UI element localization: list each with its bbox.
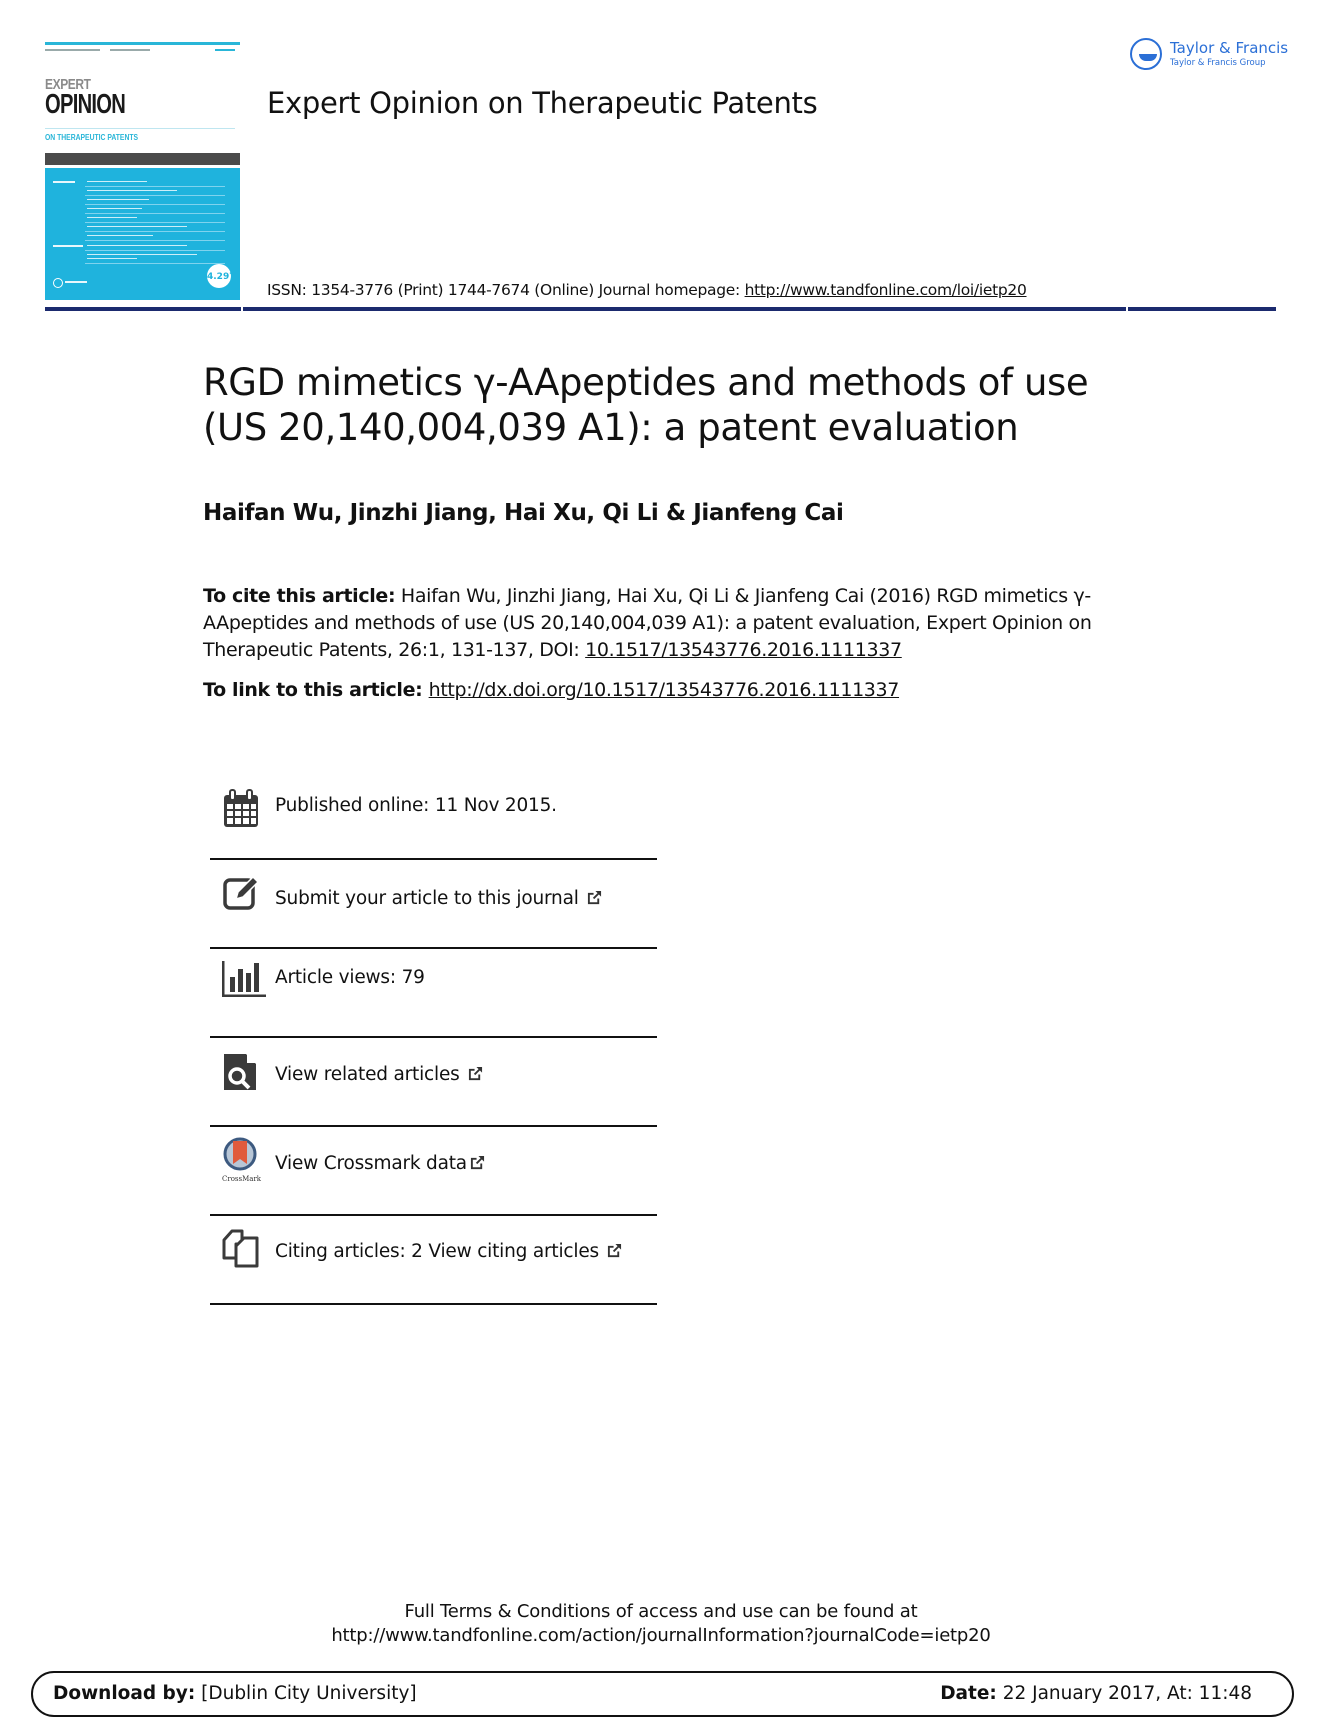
citation-block <box>203 583 1123 664</box>
header-rule <box>45 307 241 311</box>
cover-meta-text <box>45 49 100 51</box>
calendar-icon <box>222 789 262 829</box>
info-label: Citing articles: 2 View citing articles <box>275 1241 599 1262</box>
cover-opinion-word: OPINION <box>45 88 126 119</box>
info-article-views <box>210 949 657 1038</box>
external-link-icon <box>468 1066 483 1081</box>
cover-dark-band <box>45 153 240 165</box>
cover-meta-text <box>110 49 150 51</box>
cover-meta-text <box>215 49 235 51</box>
citing-articles-icon <box>222 1228 262 1268</box>
terms-url[interactable]: http://www.tandfonline.com/action/journalInformation?journalCode=ietp20 <box>331 1625 991 1646</box>
article-authors: Haifan Wu, Jinzhi Jiang, Hai Xu, Qi Li & Jianfeng Cai <box>203 500 844 526</box>
article-doi-link[interactable]: http://dx.doi.org/10.1517/13543776.2016.1111337 <box>428 679 900 701</box>
edit-icon <box>222 872 262 912</box>
article-title <box>203 360 1103 450</box>
issn-line <box>267 281 1027 299</box>
download-by <box>53 1683 417 1704</box>
journal-homepage-link[interactable]: http://www.tandfonline.com/loi/ietp20 <box>744 281 1027 299</box>
taylor-francis-lamp-icon <box>1130 38 1162 70</box>
date-value: 22 January 2017, At: 11:48 <box>996 1683 1252 1704</box>
terms-notice <box>0 1600 1322 1648</box>
cover-subtitle: ON THERAPEUTIC PATENTS <box>45 133 139 142</box>
header-rule <box>1128 307 1276 311</box>
info-related-articles[interactable] <box>210 1038 657 1127</box>
external-link-icon <box>607 1243 622 1258</box>
article-link-line <box>203 679 899 701</box>
cite-doi-link[interactable]: 10.1517/13543776.2016.1111337 <box>585 639 902 661</box>
publisher-group: Taylor & Francis Group <box>1170 58 1266 68</box>
cite-text: Haifan Wu, Jinzhi Jiang, Hai Xu, Qi Li & Jianfeng Cai (2016) RGD mimetics γ-AApeptides and methods of use (US 20,140,004,039 A1): a patent evaluation, Expert Opinion on Therapeutic Patents, 26:1, 131-137, DOI: <box>203 585 1092 661</box>
document-search-icon <box>222 1052 262 1092</box>
info-label: Published online: 11 Nov 2015. <box>275 795 557 816</box>
cover-expert-word: EXPERT <box>45 76 91 93</box>
bar-chart-icon <box>222 959 266 999</box>
cover-impact-factor: 4.297 <box>207 264 231 288</box>
header-rule <box>243 307 1126 311</box>
publisher-name: Taylor & Francis <box>1170 39 1289 57</box>
info-label: Submit your article to this journal <box>275 888 579 909</box>
terms-line1: Full Terms & Conditions of access and use can be found at <box>404 1601 918 1622</box>
publisher-logo[interactable] <box>1130 38 1300 78</box>
info-label: View related articles <box>275 1064 460 1085</box>
cover-top-line <box>45 42 240 45</box>
download-value: [Dublin City University] <box>195 1683 417 1704</box>
crossmark-caption: CrossMark <box>222 1175 262 1183</box>
cover-contents-block <box>45 168 240 300</box>
download-date <box>940 1683 1252 1704</box>
crossmark-icon <box>222 1137 258 1173</box>
cover-publisher-logo-icon <box>53 278 63 288</box>
info-crossmark[interactable] <box>210 1127 657 1216</box>
cite-label: To cite this article: <box>203 585 396 607</box>
article-info-list <box>210 780 657 1305</box>
cover-divider <box>45 128 235 129</box>
external-link-icon <box>470 1155 485 1170</box>
info-label: View Crossmark data <box>275 1153 467 1174</box>
article-title-line1: RGD mimetics γ-AApeptides and methods of use <box>203 361 1089 404</box>
journal-cover-image <box>45 42 240 300</box>
article-title-line2: (US 20,140,004,039 A1): a patent evaluation <box>203 406 1019 449</box>
info-label: Article views: 79 <box>275 967 425 988</box>
info-submit-article[interactable] <box>210 860 657 949</box>
download-info-bar <box>31 1671 1294 1717</box>
download-label: Download by: <box>53 1683 196 1704</box>
info-published-online <box>210 780 657 860</box>
link-label: To link to this article: <box>203 679 429 701</box>
external-link-icon <box>587 890 602 905</box>
date-label: Date: <box>940 1683 997 1704</box>
journal-title: Expert Opinion on Therapeutic Patents <box>267 86 818 120</box>
issn-text: ISSN: 1354-3776 (Print) 1744-7674 (Online) Journal homepage: <box>267 281 745 299</box>
info-citing-articles[interactable] <box>210 1216 657 1305</box>
